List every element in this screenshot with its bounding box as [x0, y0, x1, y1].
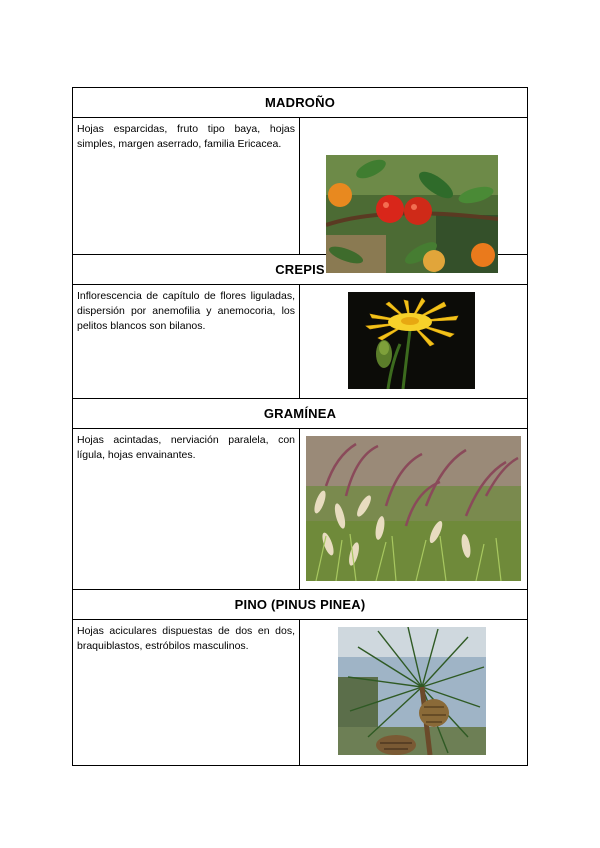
plant-name: PINO (PINUS PINEA)	[73, 590, 528, 620]
grass-photo-icon	[306, 436, 521, 581]
plant-header-row	[73, 88, 528, 118]
plant-name: GRAMÍNEA	[73, 399, 528, 429]
plant-header-row	[73, 399, 528, 429]
plant-name: CREPIS	[73, 255, 528, 285]
plant-description: Hojas esparcidas, fruto tipo baya, hojas simples, margen aserrado, familia Ericacea.	[73, 118, 300, 255]
plant-row	[73, 429, 528, 590]
plant-description: Inflorescencia de capítulo de flores liguladas, dispersión por anemofilia y anemocoria, los pelitos blancos son bilanos.	[73, 285, 300, 399]
crepis-photo-icon	[348, 292, 475, 389]
plant-image-cell	[300, 429, 528, 590]
arbutus-photo-icon	[326, 155, 498, 273]
plant-image-cell	[300, 285, 528, 399]
plant-image-cell	[300, 620, 528, 766]
plant-row	[73, 620, 528, 766]
pine-photo-icon	[338, 627, 486, 755]
plant-description: Hojas acintadas, nerviación paralela, con lígula, hojas envainantes.	[73, 429, 300, 590]
plant-image-cell	[300, 118, 528, 255]
plant-row	[73, 285, 528, 399]
plant-description: Hojas aciculares dispuestas de dos en dos, braquiblastos, estróbilos masculinos.	[73, 620, 300, 766]
plant-name: MADROÑO	[73, 88, 528, 118]
plant-table	[72, 87, 528, 766]
plant-row	[73, 118, 528, 255]
plant-header-row	[73, 590, 528, 620]
